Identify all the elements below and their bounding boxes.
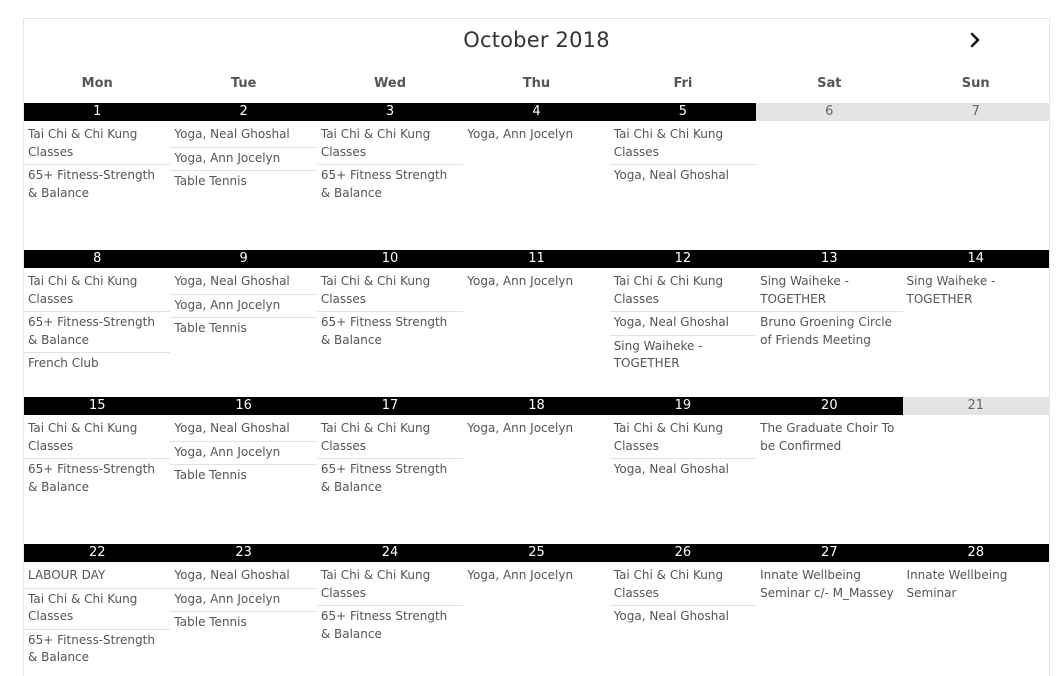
event-item[interactable]: Innate Wellbeing Seminar <box>906 568 1008 600</box>
event-list <box>317 268 463 352</box>
event-list <box>610 562 756 629</box>
event-item[interactable]: Tai Chi & Chi Kung Classes <box>317 124 463 165</box>
event-item[interactable]: Sing Waiheke - TOGETHER <box>906 274 996 306</box>
event-item[interactable]: 65+ Fitness-Strength & Balance <box>28 632 155 664</box>
event-item[interactable]: Yoga, Neal Ghoshal <box>613 462 730 476</box>
event-item[interactable]: Yoga, Ann Jocelyn <box>170 148 316 172</box>
event-list <box>317 562 463 646</box>
day-number: 24 <box>317 544 463 562</box>
day-cell[interactable] <box>170 544 316 676</box>
event-item[interactable]: Yoga, Neal Ghoshal <box>613 168 730 182</box>
event-list <box>610 415 756 482</box>
event-item[interactable]: Table Tennis <box>174 174 247 188</box>
event-list <box>903 268 1049 311</box>
day-number: 16 <box>170 397 316 415</box>
event-item[interactable]: Tai Chi & Chi Kung Classes <box>610 271 756 312</box>
event-item[interactable]: Tai Chi & Chi Kung Classes <box>317 418 463 459</box>
event-item[interactable]: Yoga, Neal Ghoshal <box>170 418 316 442</box>
day-cell[interactable] <box>24 397 170 544</box>
weekday-sat: Sat <box>817 76 842 91</box>
next-month-button[interactable] <box>964 29 986 51</box>
day-cell[interactable] <box>317 250 463 397</box>
event-list <box>610 121 756 188</box>
weekday-thu: Thu <box>522 76 551 91</box>
event-item[interactable]: French Club <box>28 356 99 370</box>
day-cell[interactable] <box>317 397 463 544</box>
day-number: 23 <box>170 544 316 562</box>
day-number: 20 <box>756 397 902 415</box>
event-item[interactable]: Yoga, Ann Jocelyn <box>467 421 574 435</box>
event-item[interactable]: Tai Chi & Chi Kung Classes <box>317 565 463 606</box>
day-number: 5 <box>610 103 756 121</box>
day-number: 14 <box>903 250 1049 268</box>
day-cell[interactable] <box>24 544 170 676</box>
day-cell[interactable] <box>24 103 170 250</box>
event-item[interactable]: 65+ Fitness-Strength & Balance <box>28 462 155 494</box>
weekday-sun: Sun <box>961 76 990 91</box>
weekday-wed: Wed <box>374 76 407 91</box>
day-number: 6 <box>756 103 902 121</box>
event-list <box>756 415 902 458</box>
event-list <box>170 121 316 194</box>
event-item[interactable]: Yoga, Neal Ghoshal <box>170 124 316 148</box>
day-number: 7 <box>903 103 1049 121</box>
event-item[interactable]: Yoga, Neal Ghoshal <box>170 271 316 295</box>
day-cell[interactable] <box>903 250 1049 397</box>
week-row <box>24 103 1049 250</box>
event-item[interactable]: Tai Chi & Chi Kung Classes <box>610 565 756 606</box>
weekday-mon: Mon <box>81 76 113 91</box>
day-number: 25 <box>463 544 609 562</box>
event-list <box>170 415 316 488</box>
week-row <box>24 544 1049 676</box>
month-title: October 2018 <box>463 28 610 52</box>
event-item[interactable]: 65+ Fitness Strength & Balance <box>320 462 448 494</box>
day-cell[interactable] <box>24 250 170 397</box>
day-cell[interactable] <box>170 250 316 397</box>
day-cell[interactable] <box>903 103 1049 250</box>
event-item[interactable]: Innate Wellbeing Seminar c/- M_Massey <box>760 568 894 600</box>
event-item[interactable]: Yoga, Neal Ghoshal <box>170 565 316 589</box>
day-cell[interactable] <box>170 103 316 250</box>
weekday-tue: Tue <box>230 76 257 91</box>
event-list <box>317 415 463 499</box>
day-cell[interactable] <box>463 103 609 250</box>
event-item[interactable]: Yoga, Ann Jocelyn <box>170 589 316 613</box>
event-item[interactable]: Table Tennis <box>174 468 247 482</box>
day-number: 4 <box>463 103 609 121</box>
event-item[interactable]: Yoga, Ann Jocelyn <box>467 127 574 141</box>
event-list <box>903 415 1049 418</box>
day-cell[interactable] <box>317 103 463 250</box>
event-item[interactable]: 65+ Fitness Strength & Balance <box>320 168 448 200</box>
event-list <box>610 268 756 376</box>
event-list <box>756 562 902 605</box>
day-cell[interactable] <box>903 544 1049 676</box>
chevron-right-icon <box>968 32 982 48</box>
event-item[interactable]: Table Tennis <box>174 615 247 629</box>
event-list <box>463 415 609 441</box>
day-cell[interactable] <box>610 250 756 397</box>
event-item[interactable]: 65+ Fitness-Strength & Balance <box>24 312 170 353</box>
event-list <box>170 562 316 635</box>
event-list <box>317 121 463 205</box>
event-item[interactable]: Tai Chi & Chi Kung Classes <box>610 124 756 165</box>
day-number: 2 <box>170 103 316 121</box>
event-item[interactable]: Bruno Groening Circle of Friends Meeting <box>760 315 893 347</box>
event-item[interactable]: Yoga, Ann Jocelyn <box>467 568 574 582</box>
event-list <box>903 121 1049 124</box>
event-list <box>24 268 170 376</box>
event-item[interactable]: Yoga, Neal Ghoshal <box>610 312 756 336</box>
day-number: 27 <box>756 544 902 562</box>
day-cell[interactable] <box>610 103 756 250</box>
day-cell[interactable] <box>317 544 463 676</box>
event-item[interactable]: Yoga, Ann Jocelyn <box>467 274 574 288</box>
event-item[interactable]: Yoga, Ann Jocelyn <box>170 442 316 466</box>
event-list <box>24 562 170 670</box>
day-cell[interactable] <box>903 397 1049 544</box>
event-item[interactable]: Yoga, Ann Jocelyn <box>170 295 316 319</box>
event-item[interactable]: Tai Chi & Chi Kung Classes <box>317 271 463 312</box>
event-item[interactable]: Sing Waiheke - TOGETHER <box>756 271 902 312</box>
calendar-header <box>24 19 1049 65</box>
day-number: 22 <box>24 544 170 562</box>
day-number: 19 <box>610 397 756 415</box>
event-list <box>24 121 170 205</box>
day-number: 1 <box>24 103 170 121</box>
event-item[interactable]: The Graduate Choir To be Confirmed <box>760 421 895 453</box>
event-item[interactable]: Tai Chi & Chi Kung Classes <box>610 418 756 459</box>
day-number: 12 <box>610 250 756 268</box>
day-cell[interactable] <box>610 544 756 676</box>
day-cell[interactable] <box>756 103 902 250</box>
event-item[interactable]: 65+ Fitness Strength & Balance <box>320 609 448 641</box>
event-list <box>756 268 902 352</box>
event-item[interactable]: LABOUR DAY <box>24 565 170 589</box>
day-number: 10 <box>317 250 463 268</box>
day-cell[interactable] <box>756 250 902 397</box>
day-cell[interactable] <box>610 397 756 544</box>
day-number: 17 <box>317 397 463 415</box>
event-list <box>463 121 609 147</box>
day-cell[interactable] <box>463 397 609 544</box>
day-number: 15 <box>24 397 170 415</box>
day-cell[interactable] <box>170 397 316 544</box>
event-item[interactable]: Yoga, Neal Ghoshal <box>613 609 730 623</box>
day-number: 3 <box>317 103 463 121</box>
event-list <box>903 562 1049 605</box>
day-number: 21 <box>903 397 1049 415</box>
day-number: 8 <box>24 250 170 268</box>
day-cell[interactable] <box>463 544 609 676</box>
day-number: 28 <box>903 544 1049 562</box>
day-number: 18 <box>463 397 609 415</box>
day-cell[interactable] <box>756 397 902 544</box>
event-item[interactable]: Tai Chi & Chi Kung Classes <box>24 589 170 630</box>
event-item[interactable]: Sing Waiheke - TOGETHER <box>613 338 703 370</box>
calendar-grid <box>24 103 1049 676</box>
event-list <box>463 562 609 588</box>
event-item[interactable]: 65+ Fitness-Strength & Balance <box>28 168 155 200</box>
day-number: 11 <box>463 250 609 268</box>
event-list <box>24 415 170 499</box>
week-row <box>24 397 1049 544</box>
event-list <box>463 268 609 294</box>
event-list <box>756 121 902 124</box>
event-item[interactable]: Tai Chi & Chi Kung Classes <box>24 418 170 459</box>
event-item[interactable]: Tai Chi & Chi Kung Classes <box>24 271 170 312</box>
event-item[interactable]: Tai Chi & Chi Kung Classes <box>24 124 170 165</box>
day-number: 13 <box>756 250 902 268</box>
event-list <box>170 268 316 341</box>
day-cell[interactable] <box>756 544 902 676</box>
day-number: 26 <box>610 544 756 562</box>
weekday-header-row <box>24 65 1049 103</box>
event-item[interactable]: 65+ Fitness Strength & Balance <box>320 315 448 347</box>
week-row <box>24 250 1049 397</box>
event-item[interactable]: Table Tennis <box>174 321 247 335</box>
calendar <box>23 18 1050 676</box>
weekday-fri: Fri <box>673 76 693 91</box>
day-cell[interactable] <box>463 250 609 397</box>
day-number: 9 <box>170 250 316 268</box>
